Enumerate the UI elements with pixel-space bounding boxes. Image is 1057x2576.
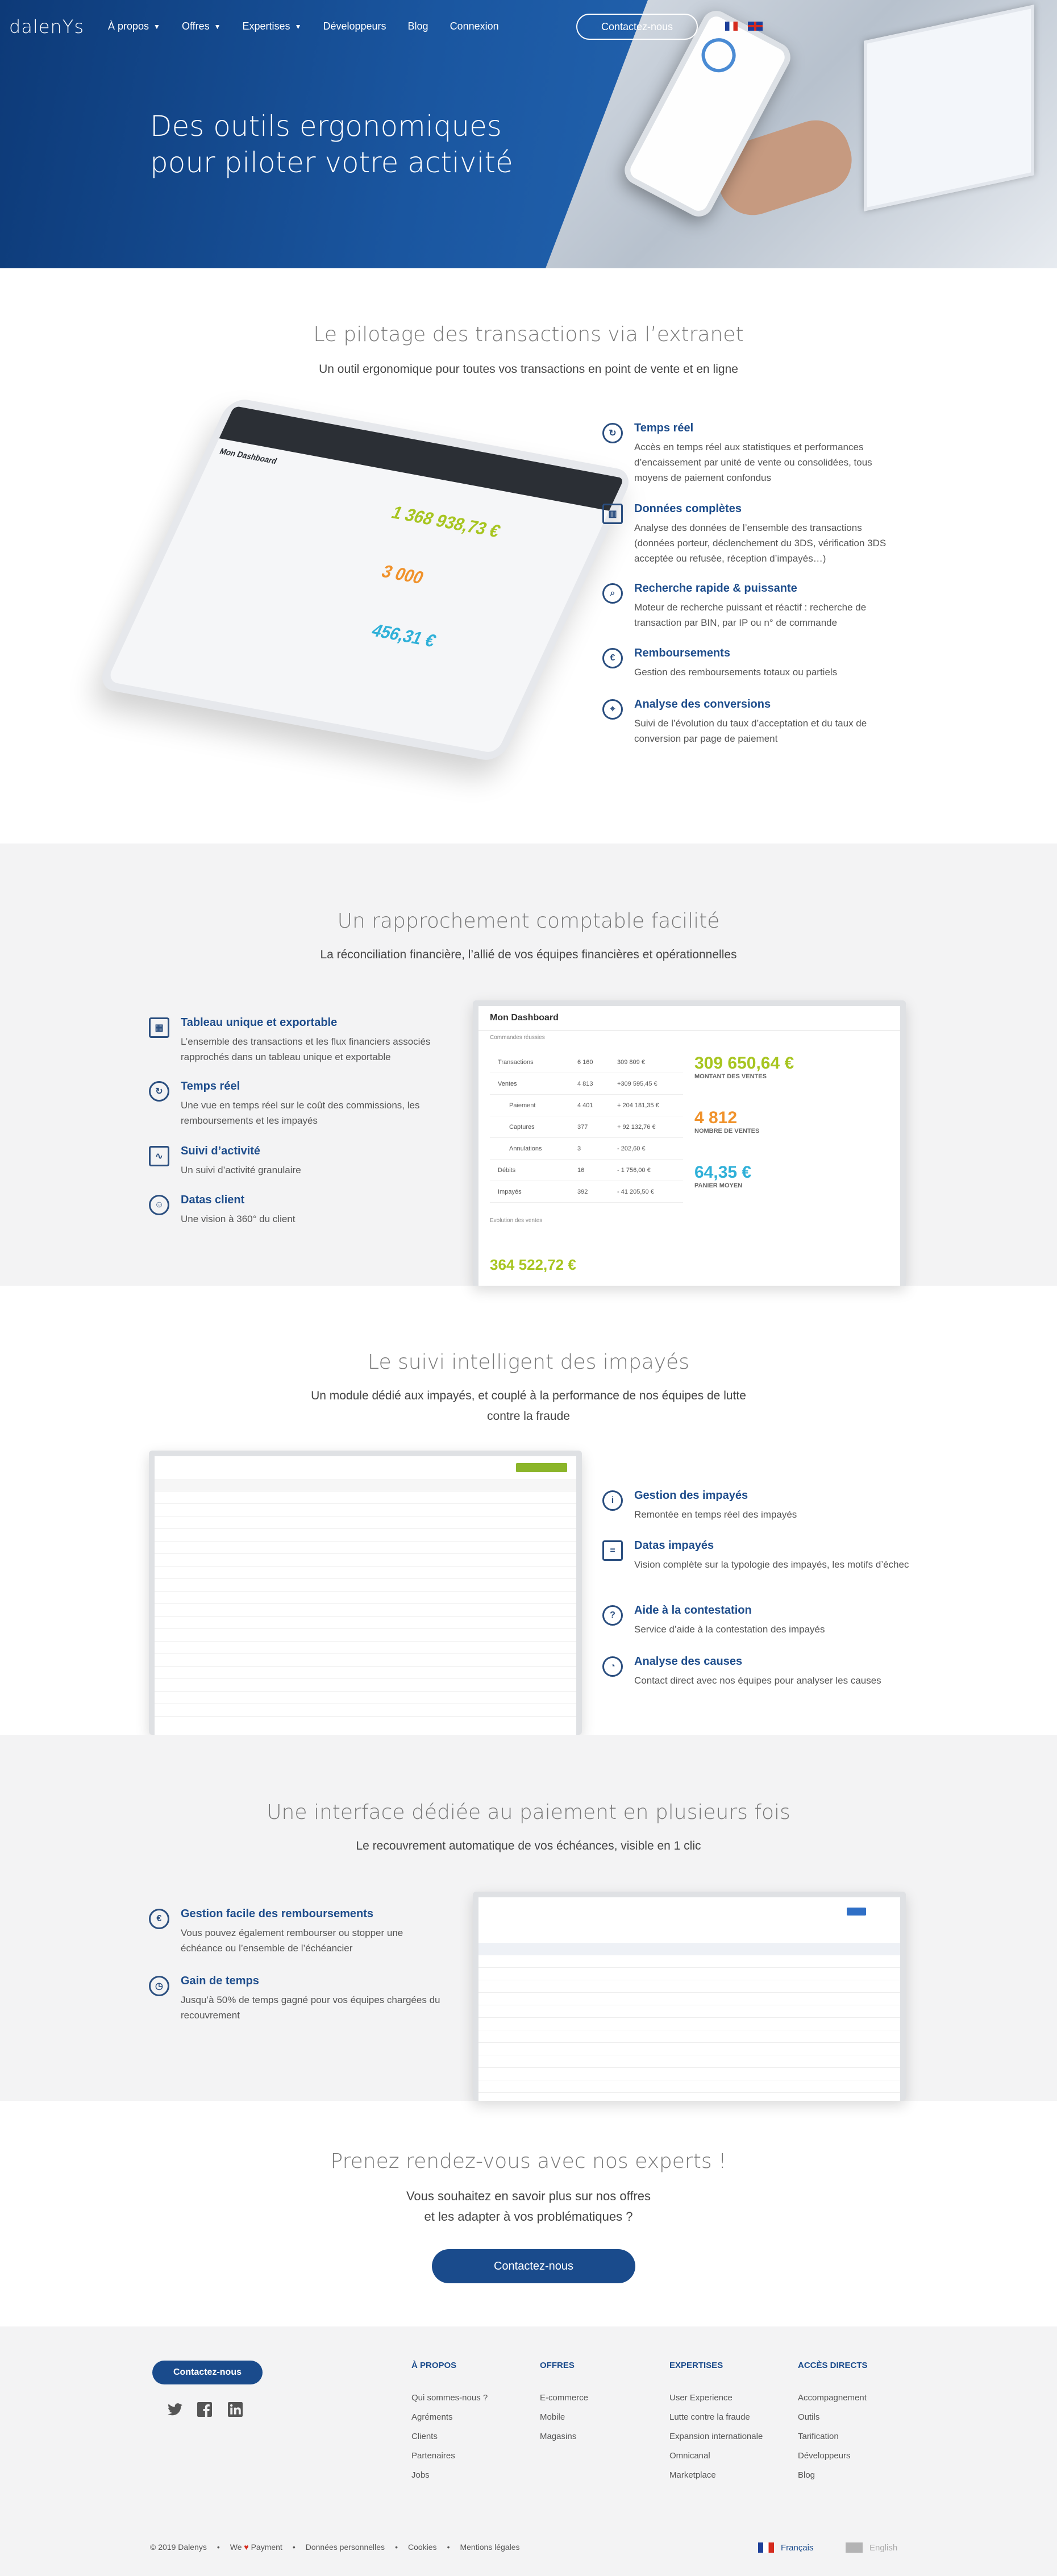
section1-title: Le pilotage des transactions via l’extranet bbox=[313, 323, 744, 346]
feature-desc: Une vue en temps réel sur le coût des commissions, les remboursements et les impayés bbox=[181, 1100, 420, 1126]
copyright: © 2019 Dalenys bbox=[150, 2542, 207, 2552]
section1-subtitle: Un outil ergonomique pour toutes vos transactions en point de vente et en ligne bbox=[319, 363, 738, 376]
footer-column-heading: ACCÈS DIRECTS bbox=[798, 2361, 868, 2370]
feature-temps-reel bbox=[602, 422, 898, 485]
row-amount: 309 809 € bbox=[617, 1058, 645, 1066]
table-row bbox=[155, 1704, 576, 1717]
tablet-kpi-sales: 1 368 938,73 € bbox=[388, 502, 503, 542]
tablet-dashboard-image bbox=[95, 397, 635, 763]
installment-table bbox=[478, 1897, 900, 2093]
footer-link[interactable]: Tarification bbox=[798, 2432, 839, 2441]
nav-item-a-propos[interactable] bbox=[108, 20, 160, 32]
feature-remboursements bbox=[602, 647, 898, 680]
language-french[interactable] bbox=[758, 2542, 814, 2553]
nav-item-blog[interactable]: Blog bbox=[407, 20, 428, 32]
table-icon: ▦ bbox=[149, 1017, 169, 1038]
row-amount: + 204 181,35 € bbox=[617, 1102, 659, 1109]
row-amount: +309 595,45 € bbox=[617, 1080, 657, 1087]
kpi-label: PANIER MOYEN bbox=[694, 1182, 743, 1189]
table-row bbox=[478, 1993, 900, 2005]
row-label: Transactions bbox=[498, 1058, 534, 1066]
feature-title: Gestion des impayés bbox=[634, 1489, 748, 1502]
evolution-value: 364 522,72 € bbox=[490, 1256, 576, 1273]
table-header-row bbox=[155, 1479, 576, 1491]
footer-contact-button[interactable]: Contactez-nous bbox=[152, 2361, 263, 2384]
document-icon: ≡ bbox=[602, 1540, 623, 1561]
nav-label: À propos bbox=[108, 20, 149, 32]
timer-icon: ◷ bbox=[149, 1976, 169, 1996]
row-amount: + 92 132,76 € bbox=[617, 1123, 656, 1131]
footer-link[interactable]: Magasins bbox=[540, 2432, 577, 2441]
nav-item-expertises[interactable] bbox=[243, 20, 302, 32]
row-count: 392 bbox=[577, 1188, 588, 1195]
table-row bbox=[490, 1052, 683, 1073]
hero-banner bbox=[0, 0, 1057, 268]
contact-text-line2: et les adapter à vos problématiques ? bbox=[424, 2209, 633, 2224]
feature-desc: Analyse des données de l’ensemble des transactions (données porteur, déclenchement du 3DS, vérification 3DS acceptée ou refusée, réception d’impayés…) bbox=[634, 522, 887, 564]
row-count: 16 bbox=[577, 1166, 585, 1174]
table-row bbox=[478, 1955, 900, 1968]
footer-link[interactable]: E-commerce bbox=[540, 2393, 589, 2403]
section3-subtitle-line2: contre la fraude bbox=[487, 1410, 570, 1423]
feature-desc: Moteur de recherche puissant et réactif : recherche de transaction par BIN, par IP ou n° de commande bbox=[634, 602, 867, 628]
footer-link[interactable]: Qui sommes-nous ? bbox=[411, 2393, 488, 2403]
contact-text-line1: Vous souhaitez en savoir plus sur nos offres bbox=[406, 2189, 651, 2203]
table-row bbox=[478, 2043, 900, 2055]
row-count: 6 160 bbox=[577, 1058, 593, 1066]
row-count: 4 401 bbox=[577, 1102, 593, 1109]
footer-legal-link[interactable]: Données personnelles bbox=[305, 2542, 385, 2552]
feature-temps-reel-2 bbox=[149, 1080, 456, 1128]
footer-link[interactable]: Omnicanal bbox=[669, 2451, 710, 2461]
kpi-value: 4 812 bbox=[694, 1108, 738, 1127]
chevron-down-icon: ▼ bbox=[294, 22, 302, 31]
tablet-dashboard-title: Mon Dashboard bbox=[218, 446, 279, 466]
dashboard-table bbox=[490, 1052, 683, 1203]
table-row bbox=[155, 1504, 576, 1516]
table-row bbox=[155, 1567, 576, 1579]
feature-desc: Accès en temps réel aux statistiques et performances d’encaissement par unité de vente ou consolidées, tous moyens de paiement confondus bbox=[634, 442, 872, 483]
row-label: Annulations bbox=[509, 1145, 542, 1152]
footer-bottom-bar bbox=[150, 2542, 520, 2552]
hero-title-line1: Des outils ergonomiques bbox=[150, 110, 502, 143]
feature-analyse-causes bbox=[602, 1655, 909, 1688]
hero-photo bbox=[546, 0, 1057, 268]
footer-link[interactable]: Mobile bbox=[540, 2412, 565, 2422]
footer bbox=[0, 2326, 1057, 2576]
feature-desc: Jusqu’à 50% de temps gagné pour vos équipes chargées du recouvrement bbox=[181, 1995, 440, 2021]
info-icon: i bbox=[602, 1490, 623, 1511]
kpi-label: MONTANT DES VENTES bbox=[694, 1073, 767, 1080]
we-love-payment bbox=[230, 2542, 282, 2552]
tablet-kpi-basket: 456,31 € bbox=[368, 621, 439, 651]
table-row bbox=[490, 1073, 683, 1095]
table-row bbox=[155, 1491, 576, 1504]
footer-link[interactable]: User Experience bbox=[669, 2393, 733, 2403]
feature-title: Remboursements bbox=[634, 647, 730, 659]
heart-icon: ♥ bbox=[244, 2542, 249, 2552]
table-row bbox=[155, 1667, 576, 1679]
feature-datas-impayes bbox=[602, 1539, 909, 1572]
unpaid-table-image bbox=[149, 1451, 582, 1735]
row-label: Impayés bbox=[498, 1188, 522, 1195]
tablet-kpi-count: 3 000 bbox=[378, 562, 427, 588]
feature-analyse-conversions bbox=[602, 698, 898, 746]
footer-legal-link[interactable]: Mentions légales bbox=[460, 2542, 520, 2552]
contact-button[interactable]: Contactez-nous bbox=[432, 2249, 635, 2283]
hero-title bbox=[150, 108, 513, 181]
feature-title: Temps réel bbox=[181, 1080, 240, 1092]
user-search-icon: ☺ bbox=[149, 1195, 169, 1215]
section2-subtitle: La réconciliation financière, l’allié de vos équipes financières et opérationnelles bbox=[320, 948, 737, 961]
feature-gestion-remboursements bbox=[149, 1908, 444, 1956]
language-english[interactable] bbox=[846, 2542, 897, 2553]
facebook-icon[interactable] bbox=[195, 2400, 214, 2419]
row-label: Paiement bbox=[509, 1102, 536, 1109]
payment-text: Payment bbox=[251, 2542, 282, 2552]
footer-link[interactable]: Agréments bbox=[411, 2412, 453, 2422]
nav-item-developpeurs[interactable]: Développeurs bbox=[323, 20, 386, 32]
table-row bbox=[490, 1181, 683, 1203]
table-row bbox=[155, 1592, 576, 1604]
feature-title: Gain de temps bbox=[181, 1975, 259, 1987]
chevron-down-icon: ▼ bbox=[214, 22, 221, 31]
linkedin-icon[interactable] bbox=[226, 2400, 244, 2419]
target-icon: ⌖ bbox=[602, 699, 623, 720]
footer-column-expertises bbox=[669, 2361, 763, 2490]
section2-title: Un rapprochement comptable facilité bbox=[337, 909, 720, 933]
table-row bbox=[155, 1617, 576, 1629]
footer-link[interactable]: Marketplace bbox=[669, 2470, 716, 2480]
kpi-block bbox=[694, 1054, 888, 1108]
feature-tableau-unique bbox=[149, 1016, 456, 1065]
row-count: 377 bbox=[577, 1123, 588, 1131]
help-icon: ? bbox=[602, 1605, 623, 1626]
dashboard-kpis bbox=[694, 1054, 888, 1218]
feature-desc: Gestion des remboursements totaux ou partiels bbox=[634, 667, 838, 678]
feature-desc: Une vision à 360° du client bbox=[181, 1214, 296, 1224]
table-row bbox=[478, 2030, 900, 2043]
table-row bbox=[478, 2068, 900, 2080]
footer-column-acces-directs bbox=[798, 2361, 868, 2490]
dashboard-section-label: Commandes réussies bbox=[490, 1034, 545, 1041]
feature-title: Tableau unique et exportable bbox=[181, 1016, 338, 1029]
table-row bbox=[155, 1629, 576, 1642]
feature-title: Gestion facile des remboursements bbox=[181, 1908, 374, 1920]
footer-link[interactable]: Clients bbox=[411, 2432, 438, 2441]
footer-link[interactable]: Partenaires bbox=[411, 2451, 455, 2461]
hero-title-line2: pour piloter votre activité bbox=[150, 146, 513, 179]
dashboard-title: Mon Dashboard bbox=[478, 1006, 900, 1031]
kpi-block bbox=[694, 1108, 888, 1163]
footer-column-heading: OFFRES bbox=[540, 2361, 575, 2370]
feature-desc: Un suivi d’activité granulaire bbox=[181, 1165, 301, 1175]
footer-column-a-propos bbox=[411, 2361, 488, 2490]
table-row bbox=[155, 1692, 576, 1704]
realtime-icon: ↻ bbox=[602, 423, 623, 443]
table-header-row bbox=[478, 1943, 900, 1955]
separator-dot: • bbox=[292, 2542, 296, 2552]
table-row bbox=[490, 1160, 683, 1181]
feature-desc: Service d’aide à la contestation des impayés bbox=[634, 1624, 825, 1635]
french-flag-icon[interactable] bbox=[725, 22, 738, 31]
feature-recherche bbox=[602, 582, 892, 630]
unpaid-table bbox=[155, 1456, 576, 1717]
english-flag-icon[interactable] bbox=[748, 22, 763, 31]
contact-text bbox=[0, 2186, 1057, 2227]
footer-column-heading: EXPERTISES bbox=[669, 2361, 723, 2370]
footer-link[interactable]: Outils bbox=[798, 2412, 820, 2422]
language-label: Français bbox=[781, 2542, 814, 2553]
realtime-icon: ↻ bbox=[149, 1081, 169, 1102]
separator-dot: • bbox=[447, 2542, 450, 2552]
feature-desc: Suivi de l’évolution du taux d’acceptation et du taux de conversion par page de paiement bbox=[634, 718, 867, 744]
kpi-value: 64,35 € bbox=[694, 1163, 752, 1182]
table-row bbox=[155, 1579, 576, 1592]
kpi-label: NOMBRE DE VENTES bbox=[694, 1128, 760, 1135]
feature-title: Aide à la contestation bbox=[634, 1604, 752, 1617]
table-row bbox=[478, 2080, 900, 2093]
table-row bbox=[478, 1980, 900, 1993]
feature-title: Analyse des causes bbox=[634, 1655, 743, 1668]
table-row bbox=[155, 1529, 576, 1542]
section4-title: Une interface dédiée au paiement en plusieurs fois bbox=[267, 1801, 790, 1824]
dalenys-logo[interactable]: dalenYs bbox=[9, 16, 84, 38]
search-button-image bbox=[847, 1908, 866, 1916]
section4-subtitle: Le recouvrement automatique de vos échéances, visible en 1 clic bbox=[356, 1839, 701, 1852]
chevron-down-icon: ▼ bbox=[153, 22, 160, 31]
row-amount: - 41 205,50 € bbox=[617, 1188, 654, 1195]
installment-table-image bbox=[473, 1892, 906, 2101]
twitter-icon[interactable] bbox=[166, 2400, 184, 2419]
row-count: 4 813 bbox=[577, 1080, 593, 1087]
feature-title: Analyse des conversions bbox=[634, 698, 771, 711]
footer-link[interactable]: Expansion internationale bbox=[669, 2432, 763, 2441]
table-row bbox=[155, 1642, 576, 1654]
feature-datas-client bbox=[149, 1194, 456, 1227]
table-row bbox=[155, 1654, 576, 1667]
activity-icon: ∿ bbox=[149, 1146, 169, 1166]
nav-item-offres[interactable] bbox=[182, 20, 221, 32]
main-nav bbox=[108, 20, 521, 32]
nav-item-connexion[interactable]: Connexion bbox=[450, 20, 499, 32]
footer-link[interactable]: Développeurs bbox=[798, 2451, 851, 2461]
search-icon: ⌕ bbox=[602, 583, 623, 604]
footer-link[interactable]: Jobs bbox=[411, 2470, 430, 2480]
footer-legal-link[interactable]: Cookies bbox=[407, 2542, 437, 2552]
separator-dot: • bbox=[395, 2542, 398, 2552]
table-row bbox=[155, 1679, 576, 1692]
french-flag-icon bbox=[758, 2542, 774, 2553]
table-row bbox=[490, 1138, 683, 1160]
table-row bbox=[490, 1116, 683, 1138]
row-label: Débits bbox=[498, 1166, 516, 1174]
contact-title: Prenez rendez-vous avec nos experts ! bbox=[330, 2150, 727, 2173]
feature-aide-contestation bbox=[602, 1604, 898, 1637]
row-label: Ventes bbox=[498, 1080, 517, 1087]
nav-label: Expertises bbox=[242, 20, 290, 32]
row-count: 3 bbox=[577, 1145, 581, 1152]
table-row bbox=[155, 1554, 576, 1567]
footer-link[interactable]: Lutte contre la fraude bbox=[669, 2412, 750, 2422]
row-amount: - 202,60 € bbox=[617, 1145, 646, 1152]
bar-chart-icon: ▥ bbox=[602, 504, 623, 524]
language-label: English bbox=[869, 2542, 898, 2553]
table-row bbox=[478, 1968, 900, 1980]
refund-icon: € bbox=[602, 648, 623, 668]
feature-desc: Remontée en temps réel des impayés bbox=[634, 1509, 797, 1520]
feature-desc: L’ensemble des transactions et les flux financiers associés rapprochés dans un tableau unique et exportable bbox=[181, 1036, 431, 1062]
feature-title: Datas client bbox=[181, 1194, 245, 1206]
feature-title: Données complètes bbox=[634, 502, 742, 515]
table-row bbox=[478, 2005, 900, 2018]
table-row bbox=[478, 2055, 900, 2068]
feature-desc: Contact direct avec nos équipes pour analyser les causes bbox=[634, 1675, 881, 1686]
footer-column-heading: À PROPOS bbox=[411, 2361, 457, 2370]
feature-suivi-activite bbox=[149, 1145, 456, 1178]
row-amount: - 1 756,00 € bbox=[617, 1166, 651, 1174]
english-flag-icon bbox=[846, 2542, 863, 2553]
feature-gestion-impayes bbox=[602, 1489, 898, 1522]
header-contact-button[interactable]: Contactez-nous bbox=[576, 14, 698, 40]
feature-desc: Vision complète sur la typologie des impayés, les motifs d’échec bbox=[634, 1559, 909, 1570]
separator-dot: • bbox=[217, 2542, 220, 2552]
table-row bbox=[155, 1542, 576, 1554]
table-row bbox=[155, 1516, 576, 1529]
export-button-image bbox=[516, 1463, 567, 1472]
clock-icon: ◔ bbox=[602, 1656, 623, 1677]
table-row bbox=[478, 2018, 900, 2030]
table-row bbox=[155, 1604, 576, 1617]
row-label: Captures bbox=[509, 1123, 535, 1131]
evolution-label: Evolution des ventes bbox=[490, 1218, 543, 1224]
refund-icon: € bbox=[149, 1909, 169, 1929]
feature-title: Suivi d’activité bbox=[181, 1145, 261, 1157]
kpi-value: 309 650,64 € bbox=[694, 1054, 794, 1073]
we-love-text: We bbox=[230, 2542, 242, 2552]
feature-donnees-completes bbox=[602, 502, 904, 566]
feature-title: Datas impayés bbox=[634, 1539, 714, 1552]
feature-gain-temps bbox=[149, 1975, 456, 2023]
footer-link[interactable]: Blog bbox=[798, 2470, 815, 2480]
feature-desc: Vous pouvez également rembourser ou stopper une échéance ou l’ensemble de l’échéancier bbox=[181, 1927, 403, 1954]
footer-column-offres bbox=[540, 2361, 588, 2451]
feature-title: Temps réel bbox=[634, 422, 694, 434]
reconciliation-dashboard-image bbox=[473, 1000, 906, 1286]
feature-title: Recherche rapide & puissante bbox=[634, 582, 797, 595]
table-row bbox=[490, 1095, 683, 1116]
section3-title: Le suivi intelligent des impayés bbox=[368, 1351, 689, 1374]
section3-subtitle bbox=[0, 1386, 1057, 1427]
section3-subtitle-line1: Un module dédié aux impayés, et couplé à la performance de nos équipes de lutte bbox=[311, 1389, 746, 1402]
laptop-screen-image bbox=[864, 5, 1034, 211]
footer-link[interactable]: Accompagnement bbox=[798, 2393, 867, 2403]
nav-label: Offres bbox=[181, 20, 210, 32]
kpi-block bbox=[694, 1163, 888, 1218]
